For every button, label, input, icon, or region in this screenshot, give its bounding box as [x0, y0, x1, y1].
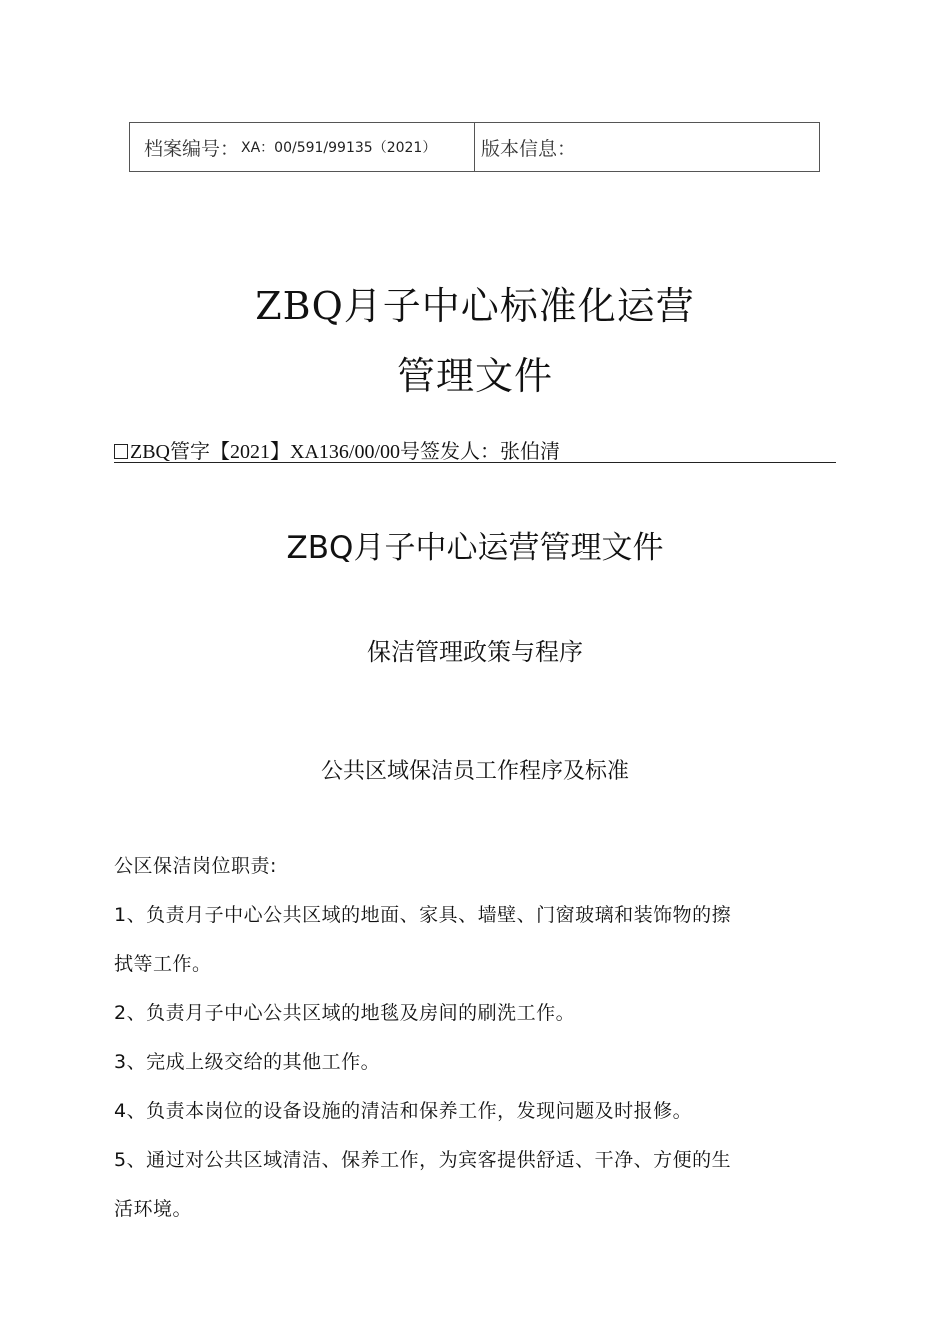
checkbox-square-icon: [114, 444, 128, 459]
duty-line: 1、负责月子中心公共区域的地面、家具、墙壁、门窗玻璃和装饰物的擦: [114, 904, 732, 926]
duties-heading: 公区保洁岗位职责:: [114, 855, 277, 877]
policy-title: 保洁管理政策与程序: [367, 638, 583, 666]
duty-line: 拭等工作。: [114, 953, 212, 975]
version-info-cell: [475, 123, 819, 171]
archive-info-table: [129, 122, 820, 172]
archive-number-cell: [130, 123, 475, 171]
issue-line: [114, 435, 836, 463]
main-title-line1: ZBQ月子中心标准化运营: [255, 284, 695, 328]
duty-line: 3、完成上级交给的其他工作。: [114, 1051, 381, 1073]
duty-line: 4、负责本岗位的设备设施的清洁和保养工作，发现问题及时报修。: [114, 1100, 693, 1122]
section-title: 公共区域保洁员工作程序及标准: [320, 759, 629, 784]
issue-text: ZBQ管字【2021】XA136/00/00号签发人：张伯清: [130, 441, 560, 463]
main-title-line2: 管理文件: [396, 354, 553, 398]
duty-line: 5、通过对公共区域清洁、保养工作，为宾客提供舒适、干净、方便的生: [114, 1149, 732, 1171]
duties-body: [114, 842, 836, 1234]
archive-number-label: 档案编号：: [144, 137, 240, 160]
document-title: ZBQ月子中心运营管理文件: [286, 530, 664, 566]
archive-number-value: XA：00/591/99135（2021）: [241, 140, 437, 156]
duty-line: 2、负责月子中心公共区域的地毯及房间的刷洗工作。: [114, 1002, 576, 1024]
version-info-label: 版本信息：: [481, 137, 577, 160]
duty-line: 活环境。: [114, 1198, 193, 1220]
